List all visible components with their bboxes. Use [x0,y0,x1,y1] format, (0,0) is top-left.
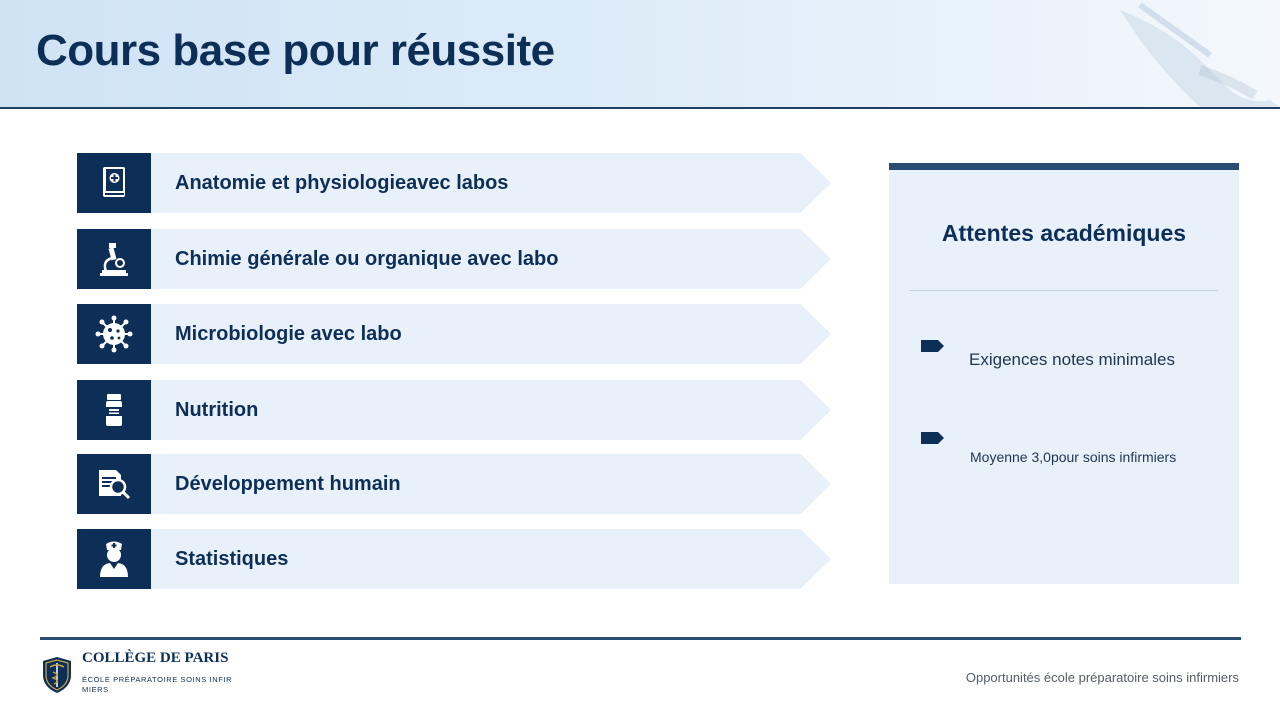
course-label: Chimie générale ou organique avec labo [175,248,559,270]
course-label: Nutrition [175,399,259,421]
course-icon-box [77,229,151,289]
academic-expectations-panel [889,163,1239,584]
header-banner [0,0,1280,109]
course-icon-box [77,454,151,514]
course-item [77,229,832,289]
course-icon-box [77,529,151,589]
course-label: Microbiologie avec labo [175,323,402,345]
document-search-icon [96,468,132,500]
footer-divider [40,637,1241,640]
course-item [77,529,832,589]
caduceus-shield-logo-icon [41,657,73,693]
medical-book-icon [100,166,128,200]
logo-subtitle: ÉCOLE PRÉPARATOIRE SOINS INFIRMIERS [82,675,233,694]
logo-name: COLLÈGE DE PARIS [82,650,229,666]
course-icon-box [77,380,151,440]
course-label: Statistiques [175,548,289,570]
course-icon-box [77,304,151,364]
footer-note: Opportunités école préparatoire soins infirmiers [965,670,1239,685]
course-label: Développement humain [175,473,401,495]
syringe-decoration-icon [1080,0,1280,107]
panel-divider [909,290,1218,291]
tag-arrow-icon [921,431,945,445]
course-label: Anatomie et physiologieavec labos [175,172,509,194]
virus-icon [95,315,133,353]
panel-title: Attentes académiques [941,220,1187,246]
tag-arrow-icon [921,339,945,353]
course-item [77,153,832,213]
course-item [77,304,832,364]
page-title: Cours base pour réussite [36,26,555,75]
medicine-bottle-icon [104,393,124,427]
course-item [77,380,832,440]
nurse-icon [98,540,130,578]
requirement-text: Moyenne 3,0pour soins infirmiers [970,449,1177,465]
course-item [77,454,832,514]
microscope-icon [98,241,130,277]
course-icon-box [77,153,151,213]
requirement-text: Exigences notes minimales [969,350,1175,369]
